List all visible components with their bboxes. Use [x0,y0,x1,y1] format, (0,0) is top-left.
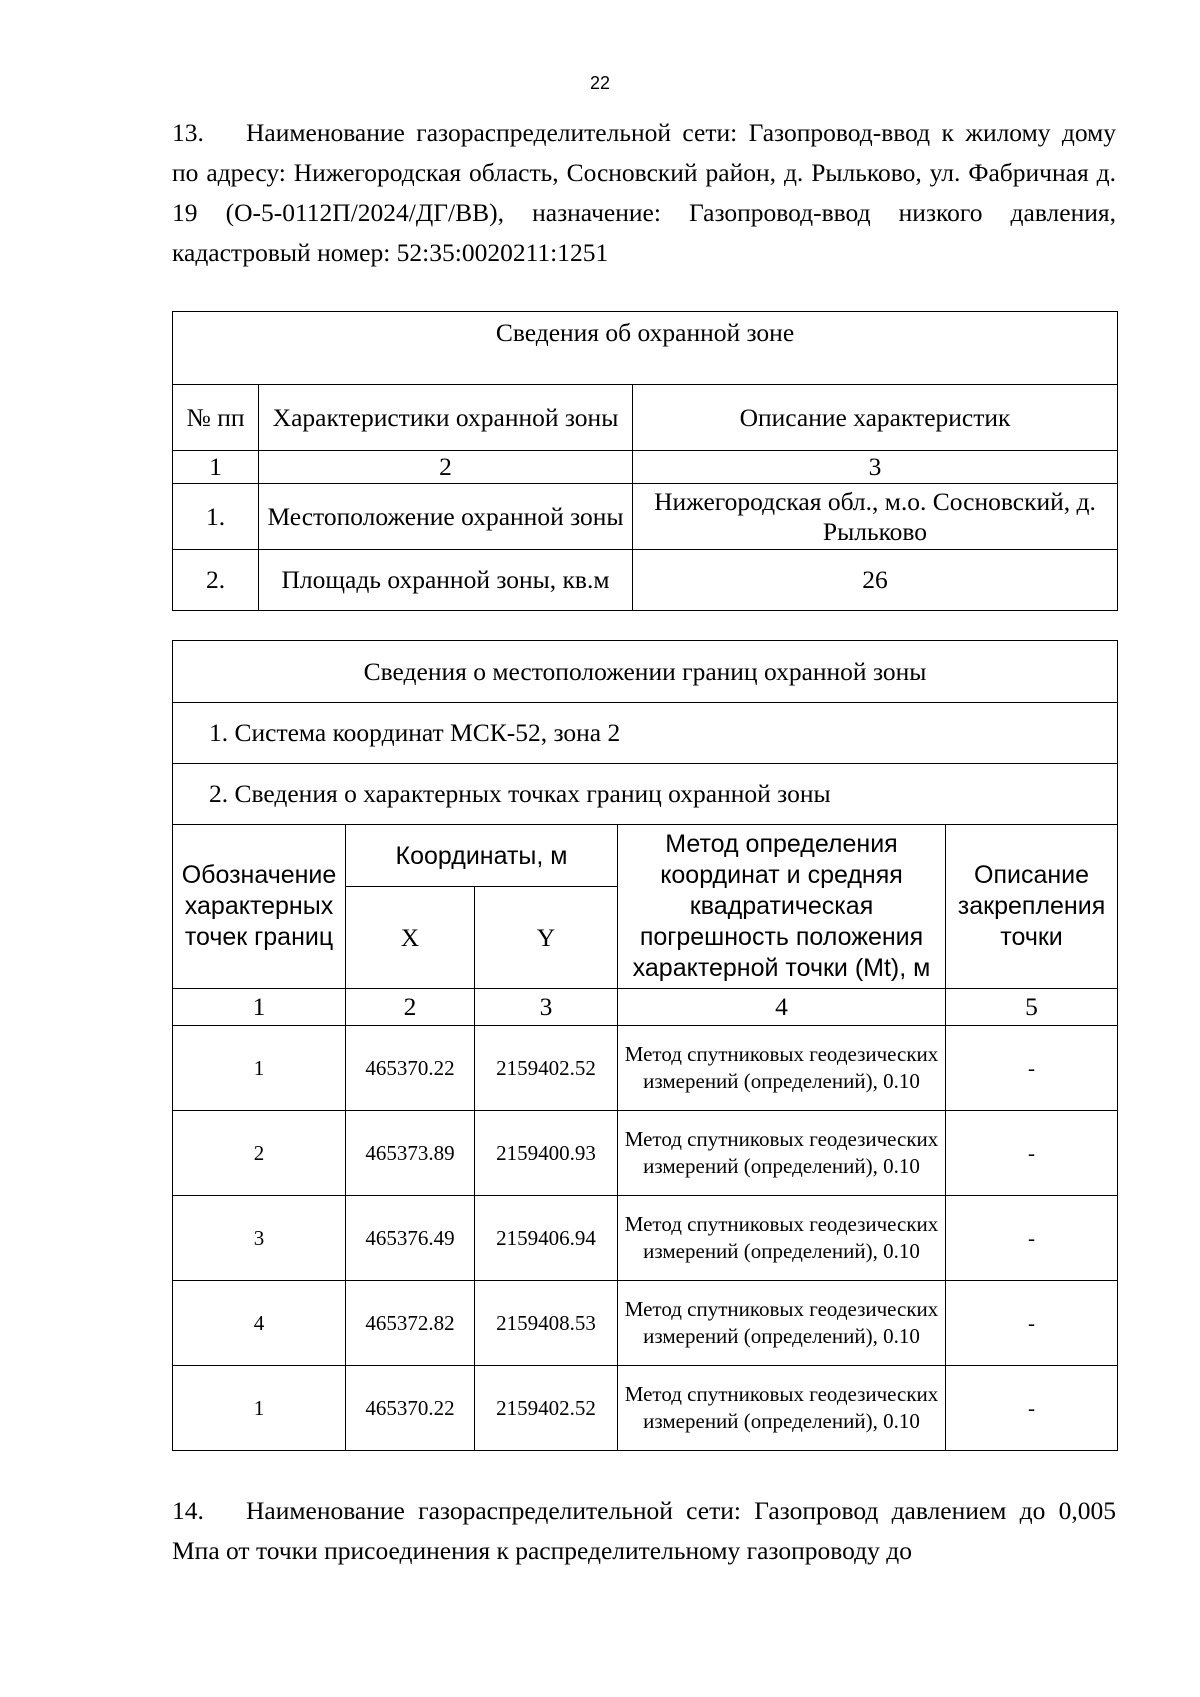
point-row-3-designation: 3 [173,1196,346,1281]
point-row-5-x: 465370.22 [346,1366,475,1451]
bounds-col-number-1: 1 [173,989,346,1026]
section-13-number: 13. [172,118,204,147]
zone-col-number-3: 3 [633,451,1118,484]
header-y: Y [475,887,618,989]
zone-table-title: Сведения об охранной зоне [173,312,1118,385]
zone-header-description: Описание характеристик [633,385,1118,451]
point-row-1-fixing: - [946,1026,1118,1111]
bounds-table-title: Сведения о местоположении границ охранной зоны [173,641,1118,703]
header-x: X [346,887,475,989]
section-13-paragraph [172,113,1116,273]
header-coordinates: Координаты, м [346,825,618,887]
point-row-2-fixing: - [946,1111,1118,1196]
point-row-5-fixing: - [946,1366,1118,1451]
coordinate-system: 1. Система координат МСК-52, зона 2 [173,703,1118,764]
point-row-1-x: 465370.22 [346,1026,475,1111]
section-13-text: Наименование газораспределительной сети: Газопровод-ввод к жилому дому по адресу: Нижегородская область, Сосновский район, д. Рыльково, ул. Фабричная д. 19 (О-5-0112П/2024/ДГ/ВВ), назначение: Газопровод-ввод низкого давления, кадастровый номер: 52:35:0020211:1251 [172,118,1116,267]
bounds-col-number-4: 4 [618,989,946,1026]
point-row-5-designation: 1 [173,1366,346,1451]
zone-row-1-description: Нижегородская обл., м.о. Сосновский, д. Рыльково [633,484,1118,550]
point-row-4-fixing: - [946,1281,1118,1366]
bounds-col-number-3: 3 [475,989,618,1026]
point-row-2-method: Метод спутниковых геодезических измерений (определений), 0.10 [618,1111,946,1196]
section-14-number: 14. [172,1496,204,1525]
zone-header-characteristic: Характеристики охранной зоны [259,385,633,451]
points-title: 2. Сведения о характерных точках границ охранной зоны [173,764,1118,825]
point-row-5-y: 2159402.52 [475,1366,618,1451]
zone-row-1-characteristic: Местоположение охранной зоны [259,484,633,550]
point-row-2-x: 465373.89 [346,1111,475,1196]
point-row-2-designation: 2 [173,1111,346,1196]
point-row-3-fixing: - [946,1196,1118,1281]
bounds-col-number-2: 2 [346,989,475,1026]
point-row-4-x: 465372.82 [346,1281,475,1366]
point-row-1-designation: 1 [173,1026,346,1111]
point-row-2-y: 2159400.93 [475,1111,618,1196]
page-number: 22 [589,73,611,93]
zone-col-number-2: 2 [259,451,633,484]
point-row-4-y: 2159408.53 [475,1281,618,1366]
section-14-paragraph [172,1491,1116,1571]
point-row-5-method: Метод спутниковых геодезических измерений (определений), 0.10 [618,1366,946,1451]
protection-zone-table [172,311,1118,611]
point-row-3-y: 2159406.94 [475,1196,618,1281]
point-row-3-method: Метод спутниковых геодезических измерений (определений), 0.10 [618,1196,946,1281]
zone-col-number-1: 1 [173,451,259,484]
zone-row-2-number: 2. [173,550,259,611]
zone-row-1-number: 1. [173,484,259,550]
point-row-4-method: Метод спутниковых геодезических измерений (определений), 0.10 [618,1281,946,1366]
header-fixing: Описание закрепления точки [946,825,1118,989]
zone-row-2-characteristic: Площадь охранной зоны, кв.м [259,550,633,611]
header-method: Метод определения координат и средняя квадратическая погрешность положения характерной точки (Mt), м [618,825,946,989]
zone-row-2-description: 26 [633,550,1118,611]
bounds-col-number-5: 5 [946,989,1118,1026]
zone-boundaries-table [172,640,1118,1451]
section-14-text: Наименование газораспределительной сети: Газопровод давлением до 0,005 Мпа от точки присоединения к распределительному газопроводу до [172,1496,1116,1565]
point-row-3-x: 465376.49 [346,1196,475,1281]
zone-header-number: № пп [173,385,259,451]
point-row-1-y: 2159402.52 [475,1026,618,1111]
point-row-1-method: Метод спутниковых геодезических измерений (определений), 0.10 [618,1026,946,1111]
header-designation: Обозначение характерных точек границ [173,825,346,989]
point-row-4-designation: 4 [173,1281,346,1366]
